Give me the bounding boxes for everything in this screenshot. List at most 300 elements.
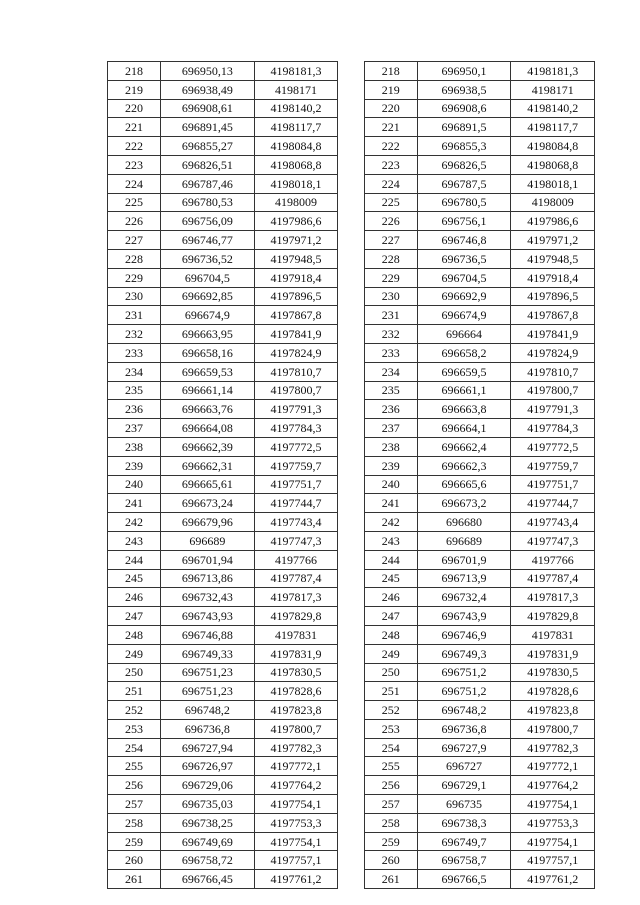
column-gap — [338, 719, 364, 738]
table-row — [108, 193, 595, 212]
x-coordinate-right: 696713,9 — [417, 569, 511, 588]
point-number-left: 258 — [108, 813, 161, 832]
y-coordinate-right: 4197810,7 — [511, 362, 595, 381]
y-coordinate-right: 4197824,9 — [511, 343, 595, 362]
y-coordinate-right: 4197753,3 — [511, 813, 595, 832]
y-coordinate-right: 4198009 — [511, 193, 595, 212]
point-number-left: 245 — [108, 569, 161, 588]
y-coordinate-right: 4197751,7 — [511, 475, 595, 494]
column-gap — [338, 682, 364, 701]
column-gap — [338, 249, 364, 268]
x-coordinate-right: 696701,9 — [417, 550, 511, 569]
y-coordinate-right: 4197841,9 — [511, 325, 595, 344]
point-number-left: 221 — [108, 118, 161, 137]
point-number-right: 248 — [364, 625, 417, 644]
column-gap — [338, 832, 364, 851]
column-gap — [338, 738, 364, 757]
table-row — [108, 531, 595, 550]
y-coordinate-left: 4197810,7 — [254, 362, 338, 381]
x-coordinate-left: 696726,97 — [160, 757, 254, 776]
point-number-right: 219 — [364, 80, 417, 99]
y-coordinate-right: 4197829,8 — [511, 607, 595, 626]
y-coordinate-right: 4197757,1 — [511, 851, 595, 870]
x-coordinate-right: 696674,9 — [417, 306, 511, 325]
y-coordinate-right: 4197761,2 — [511, 870, 595, 889]
x-coordinate-right: 696680 — [417, 513, 511, 532]
coordinates-table — [107, 61, 595, 889]
column-gap — [338, 155, 364, 174]
point-number-right: 227 — [364, 231, 417, 250]
x-coordinate-right: 696743,9 — [417, 607, 511, 626]
y-coordinate-left: 4197828,6 — [254, 682, 338, 701]
y-coordinate-left: 4198140,2 — [254, 99, 338, 118]
point-number-right: 252 — [364, 701, 417, 720]
point-number-right: 224 — [364, 174, 417, 193]
x-coordinate-right: 696751,2 — [417, 663, 511, 682]
x-coordinate-right: 696908,6 — [417, 99, 511, 118]
point-number-right: 218 — [364, 62, 417, 81]
y-coordinate-right: 4198181,3 — [511, 62, 595, 81]
point-number-right: 253 — [364, 719, 417, 738]
point-number-right: 240 — [364, 475, 417, 494]
table-row — [108, 607, 595, 626]
x-coordinate-right: 696692,9 — [417, 287, 511, 306]
x-coordinate-right: 696665,6 — [417, 475, 511, 494]
y-coordinate-right: 4197784,3 — [511, 419, 595, 438]
y-coordinate-right: 4197772,5 — [511, 437, 595, 456]
table-row — [108, 851, 595, 870]
x-coordinate-left: 696736,8 — [160, 719, 254, 738]
y-coordinate-left: 4197948,5 — [254, 249, 338, 268]
point-number-right: 261 — [364, 870, 417, 889]
point-number-left: 247 — [108, 607, 161, 626]
point-number-left: 250 — [108, 663, 161, 682]
point-number-left: 229 — [108, 268, 161, 287]
y-coordinate-left: 4197918,4 — [254, 268, 338, 287]
table-row — [108, 550, 595, 569]
column-gap — [338, 569, 364, 588]
x-coordinate-left: 696658,16 — [160, 343, 254, 362]
point-number-right: 234 — [364, 362, 417, 381]
x-coordinate-right: 696729,1 — [417, 776, 511, 795]
y-coordinate-right: 4197828,6 — [511, 682, 595, 701]
y-coordinate-right: 4198117,7 — [511, 118, 595, 137]
point-number-left: 224 — [108, 174, 161, 193]
x-coordinate-right: 696732,4 — [417, 588, 511, 607]
x-coordinate-left: 696738,25 — [160, 813, 254, 832]
x-coordinate-left: 696689 — [160, 531, 254, 550]
point-number-right: 260 — [364, 851, 417, 870]
table-row — [108, 400, 595, 419]
column-gap — [338, 795, 364, 814]
y-coordinate-right: 4197744,7 — [511, 494, 595, 513]
point-number-left: 243 — [108, 531, 161, 550]
x-coordinate-right: 696659,5 — [417, 362, 511, 381]
y-coordinate-left: 4198018,1 — [254, 174, 338, 193]
point-number-right: 254 — [364, 738, 417, 757]
point-number-right: 256 — [364, 776, 417, 795]
y-coordinate-right: 4197831 — [511, 625, 595, 644]
y-coordinate-right: 4198084,8 — [511, 137, 595, 156]
x-coordinate-right: 696748,2 — [417, 701, 511, 720]
point-number-left: 259 — [108, 832, 161, 851]
y-coordinate-left: 4197761,2 — [254, 870, 338, 889]
point-number-right: 258 — [364, 813, 417, 832]
y-coordinate-right: 4198171 — [511, 80, 595, 99]
point-number-left: 239 — [108, 456, 161, 475]
coordinates-table-body — [108, 62, 595, 889]
x-coordinate-right: 696663,8 — [417, 400, 511, 419]
y-coordinate-left: 4197800,7 — [254, 719, 338, 738]
x-coordinate-right: 696658,2 — [417, 343, 511, 362]
column-gap — [338, 588, 364, 607]
table-row — [108, 212, 595, 231]
point-number-left: 249 — [108, 644, 161, 663]
y-coordinate-left: 4197800,7 — [254, 381, 338, 400]
x-coordinate-right: 696727,9 — [417, 738, 511, 757]
column-gap — [338, 268, 364, 287]
point-number-left: 227 — [108, 231, 161, 250]
x-coordinate-right: 696661,1 — [417, 381, 511, 400]
y-coordinate-left: 4197743,4 — [254, 513, 338, 532]
table-row — [108, 343, 595, 362]
y-coordinate-left: 4197791,3 — [254, 400, 338, 419]
y-coordinate-right: 4197830,5 — [511, 663, 595, 682]
y-coordinate-right: 4198140,2 — [511, 99, 595, 118]
x-coordinate-left: 696701,94 — [160, 550, 254, 569]
y-coordinate-left: 4197747,3 — [254, 531, 338, 550]
table-row — [108, 437, 595, 456]
x-coordinate-left: 696727,94 — [160, 738, 254, 757]
x-coordinate-left: 696662,31 — [160, 456, 254, 475]
point-number-right: 235 — [364, 381, 417, 400]
point-number-right: 226 — [364, 212, 417, 231]
table-row — [108, 155, 595, 174]
point-number-left: 256 — [108, 776, 161, 795]
column-gap — [338, 400, 364, 419]
column-gap — [338, 343, 364, 362]
y-coordinate-left: 4197754,1 — [254, 795, 338, 814]
table-row — [108, 663, 595, 682]
x-coordinate-right: 696780,5 — [417, 193, 511, 212]
column-gap — [338, 212, 364, 231]
y-coordinate-left: 4197823,8 — [254, 701, 338, 720]
y-coordinate-left: 4197753,3 — [254, 813, 338, 832]
x-coordinate-left: 696756,09 — [160, 212, 254, 231]
x-coordinate-left: 696780,53 — [160, 193, 254, 212]
point-number-left: 238 — [108, 437, 161, 456]
point-number-right: 243 — [364, 531, 417, 550]
column-gap — [338, 118, 364, 137]
x-coordinate-right: 696738,3 — [417, 813, 511, 832]
y-coordinate-left: 4198171 — [254, 80, 338, 99]
table-row — [108, 249, 595, 268]
table-row — [108, 870, 595, 889]
x-coordinate-right: 696735 — [417, 795, 511, 814]
x-coordinate-left: 696758,72 — [160, 851, 254, 870]
x-coordinate-left: 696855,27 — [160, 137, 254, 156]
y-coordinate-right: 4197817,3 — [511, 588, 595, 607]
x-coordinate-left: 696663,95 — [160, 325, 254, 344]
x-coordinate-right: 696736,5 — [417, 249, 511, 268]
x-coordinate-left: 696748,2 — [160, 701, 254, 720]
x-coordinate-left: 696749,69 — [160, 832, 254, 851]
column-gap — [338, 644, 364, 663]
table-row — [108, 137, 595, 156]
y-coordinate-right: 4198018,1 — [511, 174, 595, 193]
table-row — [108, 757, 595, 776]
x-coordinate-left: 696938,49 — [160, 80, 254, 99]
point-number-left: 241 — [108, 494, 161, 513]
table-row — [108, 682, 595, 701]
x-coordinate-left: 696743,93 — [160, 607, 254, 626]
column-gap — [338, 456, 364, 475]
y-coordinate-right: 4197800,7 — [511, 381, 595, 400]
point-number-left: 246 — [108, 588, 161, 607]
point-number-right: 239 — [364, 456, 417, 475]
x-coordinate-right: 696664,1 — [417, 419, 511, 438]
point-number-left: 222 — [108, 137, 161, 156]
y-coordinate-left: 4197787,4 — [254, 569, 338, 588]
column-gap — [338, 99, 364, 118]
y-coordinate-left: 4197782,3 — [254, 738, 338, 757]
x-coordinate-left: 696704,5 — [160, 268, 254, 287]
y-coordinate-right: 4197800,7 — [511, 719, 595, 738]
x-coordinate-right: 696736,8 — [417, 719, 511, 738]
point-number-left: 232 — [108, 325, 161, 344]
y-coordinate-left: 4197830,5 — [254, 663, 338, 682]
table-row — [108, 268, 595, 287]
y-coordinate-left: 4197829,8 — [254, 607, 338, 626]
table-row — [108, 306, 595, 325]
x-coordinate-left: 696665,61 — [160, 475, 254, 494]
x-coordinate-right: 696891,5 — [417, 118, 511, 137]
column-gap — [338, 625, 364, 644]
y-coordinate-left: 4198181,3 — [254, 62, 338, 81]
y-coordinate-left: 4197766 — [254, 550, 338, 569]
point-number-right: 221 — [364, 118, 417, 137]
y-coordinate-left: 4197971,2 — [254, 231, 338, 250]
column-gap — [338, 757, 364, 776]
x-coordinate-right: 696727 — [417, 757, 511, 776]
table-row — [108, 738, 595, 757]
point-number-left: 225 — [108, 193, 161, 212]
y-coordinate-left: 4198084,8 — [254, 137, 338, 156]
point-number-left: 223 — [108, 155, 161, 174]
x-coordinate-right: 696950,1 — [417, 62, 511, 81]
column-gap — [338, 494, 364, 513]
point-number-left: 234 — [108, 362, 161, 381]
x-coordinate-left: 696662,39 — [160, 437, 254, 456]
x-coordinate-left: 696664,08 — [160, 419, 254, 438]
y-coordinate-left: 4197841,9 — [254, 325, 338, 344]
point-number-left: 236 — [108, 400, 161, 419]
table-row — [108, 456, 595, 475]
x-coordinate-left: 696661,14 — [160, 381, 254, 400]
x-coordinate-right: 696673,2 — [417, 494, 511, 513]
column-gap — [338, 851, 364, 870]
point-number-right: 237 — [364, 419, 417, 438]
y-coordinate-right: 4197759,7 — [511, 456, 595, 475]
y-coordinate-right: 4197918,4 — [511, 268, 595, 287]
x-coordinate-left: 696908,61 — [160, 99, 254, 118]
y-coordinate-right: 4197772,1 — [511, 757, 595, 776]
y-coordinate-right: 4197831,9 — [511, 644, 595, 663]
column-gap — [338, 607, 364, 626]
column-gap — [338, 550, 364, 569]
x-coordinate-right: 696662,3 — [417, 456, 511, 475]
y-coordinate-left: 4197831 — [254, 625, 338, 644]
point-number-right: 251 — [364, 682, 417, 701]
column-gap — [338, 381, 364, 400]
x-coordinate-right: 696704,5 — [417, 268, 511, 287]
y-coordinate-right: 4197986,6 — [511, 212, 595, 231]
point-number-left: 260 — [108, 851, 161, 870]
point-number-left: 219 — [108, 80, 161, 99]
y-coordinate-right: 4197823,8 — [511, 701, 595, 720]
table-row — [108, 381, 595, 400]
column-gap — [338, 325, 364, 344]
x-coordinate-right: 696855,3 — [417, 137, 511, 156]
point-number-right: 257 — [364, 795, 417, 814]
x-coordinate-left: 696736,52 — [160, 249, 254, 268]
point-number-left: 240 — [108, 475, 161, 494]
table-row — [108, 795, 595, 814]
column-gap — [338, 306, 364, 325]
table-row — [108, 231, 595, 250]
point-number-left: 237 — [108, 419, 161, 438]
y-coordinate-right: 4197754,1 — [511, 795, 595, 814]
point-number-right: 236 — [364, 400, 417, 419]
y-coordinate-left: 4197817,3 — [254, 588, 338, 607]
point-number-right: 223 — [364, 155, 417, 174]
column-gap — [338, 362, 364, 381]
y-coordinate-right: 4197743,4 — [511, 513, 595, 532]
table-row — [108, 80, 595, 99]
point-number-left: 235 — [108, 381, 161, 400]
table-row — [108, 701, 595, 720]
column-gap — [338, 174, 364, 193]
point-number-left: 220 — [108, 99, 161, 118]
column-gap — [338, 231, 364, 250]
point-number-left: 261 — [108, 870, 161, 889]
point-number-left: 218 — [108, 62, 161, 81]
x-coordinate-right: 696689 — [417, 531, 511, 550]
y-coordinate-left: 4197784,3 — [254, 419, 338, 438]
column-gap — [338, 80, 364, 99]
point-number-right: 245 — [364, 569, 417, 588]
column-gap — [338, 776, 364, 795]
column-gap — [338, 419, 364, 438]
y-coordinate-left: 4197757,1 — [254, 851, 338, 870]
table-row — [108, 644, 595, 663]
y-coordinate-left: 4198068,8 — [254, 155, 338, 174]
point-number-left: 254 — [108, 738, 161, 757]
y-coordinate-left: 4197896,5 — [254, 287, 338, 306]
table-row — [108, 475, 595, 494]
table-row — [108, 832, 595, 851]
table-row — [108, 494, 595, 513]
y-coordinate-right: 4197787,4 — [511, 569, 595, 588]
y-coordinate-right: 4197747,3 — [511, 531, 595, 550]
y-coordinate-left: 4197764,2 — [254, 776, 338, 795]
table-row — [108, 719, 595, 738]
x-coordinate-right: 696662,4 — [417, 437, 511, 456]
x-coordinate-left: 696826,51 — [160, 155, 254, 174]
point-number-right: 246 — [364, 588, 417, 607]
x-coordinate-right: 696749,3 — [417, 644, 511, 663]
x-coordinate-right: 696749,7 — [417, 832, 511, 851]
x-coordinate-left: 696673,24 — [160, 494, 254, 513]
table-row — [108, 362, 595, 381]
x-coordinate-right: 696787,5 — [417, 174, 511, 193]
point-number-right: 242 — [364, 513, 417, 532]
column-gap — [338, 437, 364, 456]
y-coordinate-left: 4197772,1 — [254, 757, 338, 776]
point-number-right: 228 — [364, 249, 417, 268]
column-gap — [338, 701, 364, 720]
table-row — [108, 776, 595, 795]
x-coordinate-left: 696692,85 — [160, 287, 254, 306]
y-coordinate-left: 4197772,5 — [254, 437, 338, 456]
point-number-left: 230 — [108, 287, 161, 306]
x-coordinate-right: 696758,7 — [417, 851, 511, 870]
x-coordinate-right: 696746,8 — [417, 231, 511, 250]
y-coordinate-right: 4197766 — [511, 550, 595, 569]
x-coordinate-left: 696729,06 — [160, 776, 254, 795]
x-coordinate-right: 696746,9 — [417, 625, 511, 644]
y-coordinate-left: 4197754,1 — [254, 832, 338, 851]
table-row — [108, 419, 595, 438]
column-gap — [338, 193, 364, 212]
point-number-right: 244 — [364, 550, 417, 569]
table-row — [108, 569, 595, 588]
point-number-right: 255 — [364, 757, 417, 776]
point-number-left: 255 — [108, 757, 161, 776]
y-coordinate-right: 4197948,5 — [511, 249, 595, 268]
point-number-right: 233 — [364, 343, 417, 362]
x-coordinate-left: 696766,45 — [160, 870, 254, 889]
x-coordinate-right: 696766,5 — [417, 870, 511, 889]
point-number-right: 249 — [364, 644, 417, 663]
point-number-left: 228 — [108, 249, 161, 268]
point-number-left: 242 — [108, 513, 161, 532]
column-gap — [338, 287, 364, 306]
column-gap — [338, 513, 364, 532]
x-coordinate-left: 696746,77 — [160, 231, 254, 250]
column-gap — [338, 137, 364, 156]
y-coordinate-right: 4197867,8 — [511, 306, 595, 325]
x-coordinate-left: 696950,13 — [160, 62, 254, 81]
table-row — [108, 813, 595, 832]
point-number-right: 259 — [364, 832, 417, 851]
y-coordinate-left: 4197824,9 — [254, 343, 338, 362]
y-coordinate-right: 4197764,2 — [511, 776, 595, 795]
point-number-right: 241 — [364, 494, 417, 513]
table-row — [108, 588, 595, 607]
point-number-left: 226 — [108, 212, 161, 231]
point-number-left: 252 — [108, 701, 161, 720]
column-gap — [338, 870, 364, 889]
point-number-right: 229 — [364, 268, 417, 287]
table-row — [108, 287, 595, 306]
x-coordinate-right: 696756,1 — [417, 212, 511, 231]
point-number-right: 238 — [364, 437, 417, 456]
x-coordinate-left: 696679,96 — [160, 513, 254, 532]
x-coordinate-left: 696746,88 — [160, 625, 254, 644]
x-coordinate-left: 696735,03 — [160, 795, 254, 814]
y-coordinate-left: 4197831,9 — [254, 644, 338, 663]
